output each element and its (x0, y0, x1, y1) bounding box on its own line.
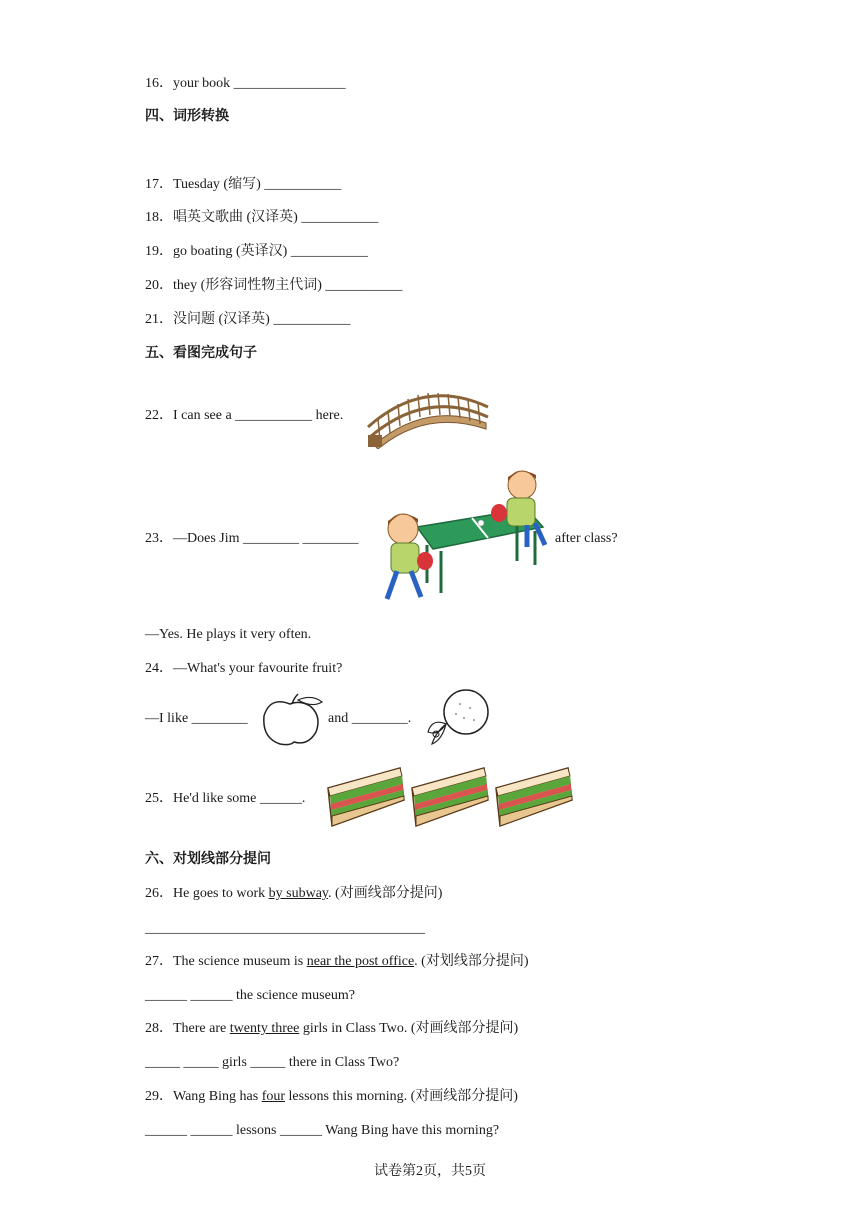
question-number: 28． (145, 1021, 173, 1036)
question-text: I can see a ___________ here. (173, 408, 344, 423)
question-23 (145, 530, 359, 548)
question-number: 24． (145, 661, 173, 676)
question-text: He goes to work (173, 886, 269, 901)
question-21 (145, 311, 350, 329)
sandwiches-icon (326, 766, 578, 828)
question-17 (145, 176, 341, 194)
question-text: Wang Bing has (173, 1089, 262, 1104)
underlined-phrase: near the post office (306, 954, 415, 969)
question-28 (145, 1020, 518, 1038)
question-number: 20． (145, 278, 173, 293)
question-text: There are (173, 1021, 230, 1036)
question-29-answer: ______ ______ lessons ______ Wang Bing have this morning? (145, 1123, 500, 1138)
question-23-tail: after class? (555, 531, 618, 546)
question-instruction: . (对画线部分提问) (328, 886, 443, 901)
underlined-phrase: four (261, 1089, 286, 1104)
question-29 (145, 1088, 518, 1106)
section-6-title: 六、对划线部分提问 (145, 851, 271, 867)
underlined-phrase: by subway (268, 886, 329, 901)
question-text: Tuesday (缩写) ___________ (173, 177, 342, 192)
question-text: —What's your favourite fruit? (173, 661, 343, 676)
question-instruction: . (对划线部分提问) (414, 954, 529, 969)
question-text: 没问题 (汉译英) ___________ (173, 312, 351, 327)
question-19 (145, 243, 368, 261)
question-number: 25． (145, 791, 173, 806)
answer-blank: ________________________________________ (145, 921, 425, 936)
question-20 (145, 277, 402, 295)
question-18 (145, 209, 378, 227)
question-number: 27． (145, 954, 173, 969)
question-number: 26． (145, 886, 173, 901)
page-footer: 试卷第2页，共5页 (374, 1164, 486, 1179)
question-text: your book ________________ (173, 76, 346, 91)
question-24-answer-a: —I like ________ (145, 711, 248, 726)
underlined-phrase: twenty three (229, 1021, 300, 1036)
question-instruction: girls in Class Two. (对画线部分提问) (299, 1021, 519, 1036)
question-number: 21． (145, 312, 173, 327)
question-22 (145, 407, 343, 425)
question-text: He'd like some ______. (173, 791, 306, 806)
orange-icon (422, 688, 492, 748)
question-27 (145, 953, 529, 971)
question-text: 唱英文歌曲 (汉译英) ___________ (173, 210, 379, 225)
question-26 (145, 885, 442, 903)
ping-pong-players-icon (377, 465, 549, 607)
question-28-answer: _____ _____ girls _____ there in Class Two? (145, 1055, 400, 1070)
question-number: 29． (145, 1089, 173, 1104)
question-number: 18． (145, 210, 173, 225)
question-number: 17． (145, 177, 173, 192)
question-number: 16． (145, 76, 173, 91)
question-instruction: lessons this morning. (对画线部分提问) (285, 1089, 518, 1104)
question-27-answer: ______ ______ the science museum? (145, 988, 355, 1003)
bridge-icon (364, 383, 492, 449)
question-24 (145, 660, 342, 678)
question-text: they (形容词性物主代词) ___________ (173, 278, 403, 293)
question-number: 23． (145, 531, 173, 546)
question-number: 19． (145, 244, 173, 259)
question-23-answer: —Yes. He plays it very often. (145, 627, 312, 642)
apple-icon (260, 692, 326, 746)
section-4-title: 四、词形转换 (145, 108, 229, 124)
question-text: The science museum is (173, 954, 307, 969)
question-text: go boating (英译汉) ___________ (173, 244, 368, 259)
question-16 (145, 75, 346, 93)
question-number: 22． (145, 408, 173, 423)
question-text: —Does Jim ________ ________ (173, 531, 359, 546)
question-25 (145, 790, 305, 808)
question-24-answer-b: and ________. (328, 711, 412, 726)
section-5-title: 五、看图完成句子 (145, 345, 257, 361)
